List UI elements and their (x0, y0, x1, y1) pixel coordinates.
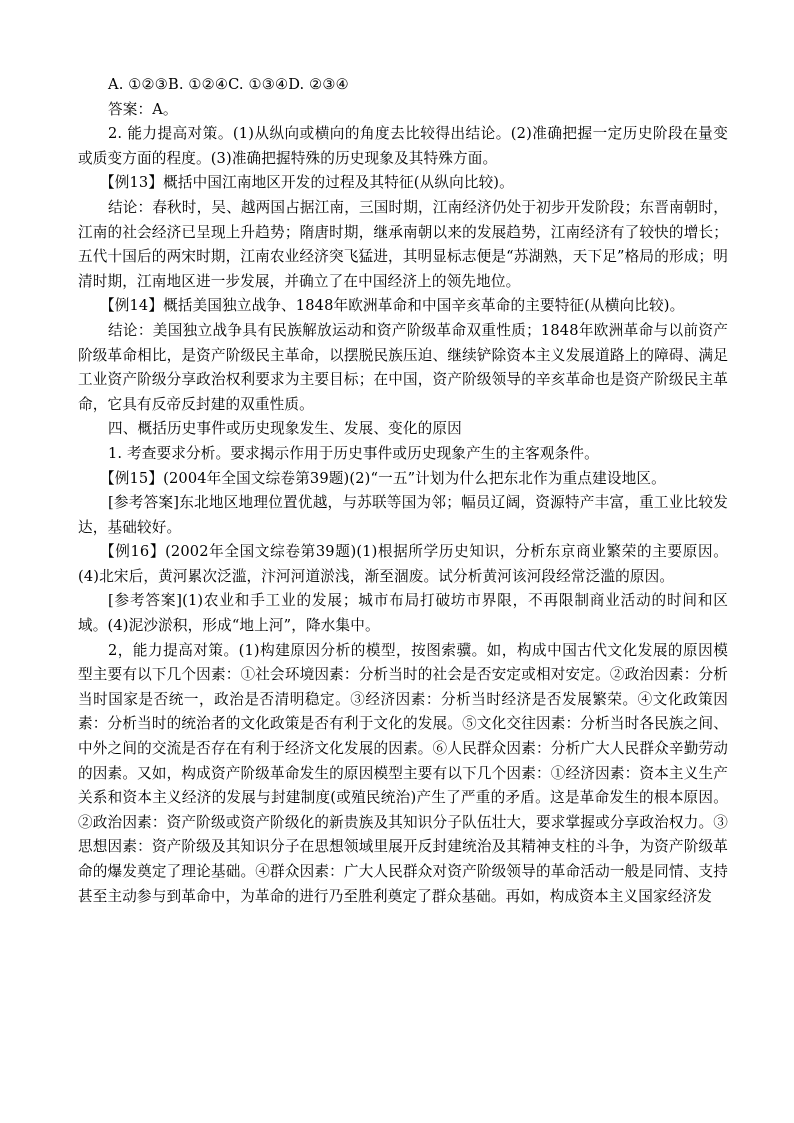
reference-answer: [参考答案](1)农业和手工业的发展；城市布局打破坊市界限，不再限制商业活动的时间和区域。(4)泥沙淤积，形成“地上河”，降水集中。 (78, 592, 728, 635)
section-heading: 四、概括历史事件或历史现象发生、发展、变化的原因 (108, 420, 462, 438)
requirement-paragraph: 1. 考查要求分析。要求揭示作用于历史事件或历史现象产生的主客观条件。 (108, 444, 599, 462)
strategy-paragraph: 2，能力提高对策。(1)构建原因分析的模型，按图索骥。如，构成中国古代文化发展的原因模型主要有以下几个因素：①社会环境因素：分析当时的社会是否安定或相对安定。②政治因素：分析当时国家是否统一，政治是否清明稳定。③经济因素：分析当时经济是否发展繁荣。④文化政策因素：分析当时的统治者的文化政策是否有利于文化的发展。⑤文化交往因素：分析当时各民族之间、中外之间的交流是否存在有利于经济文化发展的因素。⑥人民群众因素：分析广大人民群众辛勤劳动的因素。又如，构成资产阶级革命发生的原因模型主要有以下几个因素：①经济因素：资本主义生产关系和资本主义经济的发展与封建制度(或殖民统治)产生了严重的矛盾。这是革命发生的根本原因。②政治因素：资产阶级或资产阶级化的新贵族及其知识分子队伍壮大，要求掌握或分享政治权力。③思想因素：资产阶级及其知识分子在思想领域里展开反封建统治及其精神支柱的斗争，为资产阶级革命的爆发奠定了理论基础。④群众因素：广大人民群众对资产阶级领导的革命活动一般是同情、支持甚至主动参与到革命中，为革命的进行乃至胜利奠定了群众基础。再如，构成资本主义国家经济发 (78, 641, 728, 905)
reference-answer: [参考答案]东北地区地理位置优越，与苏联等国为邻；幅员辽阔，资源特产丰富，重工业比较发达，基础较好。 (78, 494, 728, 536)
conclusion-paragraph: 结论：春秋时，吴、越两国占据江南，三国时期，江南经济仍处于初步开发阶段；东晋南朝时，江南的社会经济已呈现上升趋势；隋唐时期，继承南朝以来的发展趋势，江南经济有了较快的增长；五代十国后的两宋时期，江南农业经济突飞猛进，其明显标志便是“苏湖熟，天下足”格局的形成；明清时期，江南地区进一步发展，并确立了在中国经济上的领先地位。 (78, 198, 728, 290)
example-heading: 【例15】(2004年全国文综卷第39题)(2)“一五”计划为什么把东北作为重点建设地区。 (100, 469, 666, 487)
example-heading: 【例13】概括中国江南地区开发的过程及其特征(从纵向比较)。 (100, 174, 514, 192)
answer-line: 答案：A。 (108, 100, 178, 118)
strategy-paragraph: 2. 能力提高对策。(1)从纵向或横向的角度去比较得出结论。(2)准确把握一定历史阶段在量变或质变方面的程度。(3)准确把握特殊的历史现象及其特殊方面。 (78, 125, 728, 167)
example-heading: 【例16】(2002年全国文综卷第39题)(1)根据所学历史知识，分析东京商业繁荣的主要原因。(4)北宋后，黄河累次泛滥，汴河河道淤浅，渐至涸废。试分析黄河该河段经常泛滥的原因。 (78, 543, 728, 585)
options-line: A. ①②③B. ①②④C. ①③④D. ②③④ (108, 76, 349, 93)
conclusion-paragraph: 结论：美国独立战争具有民族解放运动和资产阶级革命双重性质；1848年欧洲革命与以前资产阶级革命相比，是资产阶级民主革命，以摆脱民族压迫、继续铲除资本主义发展道路上的障碍、满足工业资产阶级分享政治权利要求为主要目标；在中国，资产阶级领导的辛亥革命也是资产阶级民主革命，它具有反帝反封建的双重性质。 (78, 321, 728, 413)
example-heading: 【例14】概括美国独立战争、1848年欧洲革命和中国辛亥革命的主要特征(从横向比较)。 (100, 297, 685, 315)
